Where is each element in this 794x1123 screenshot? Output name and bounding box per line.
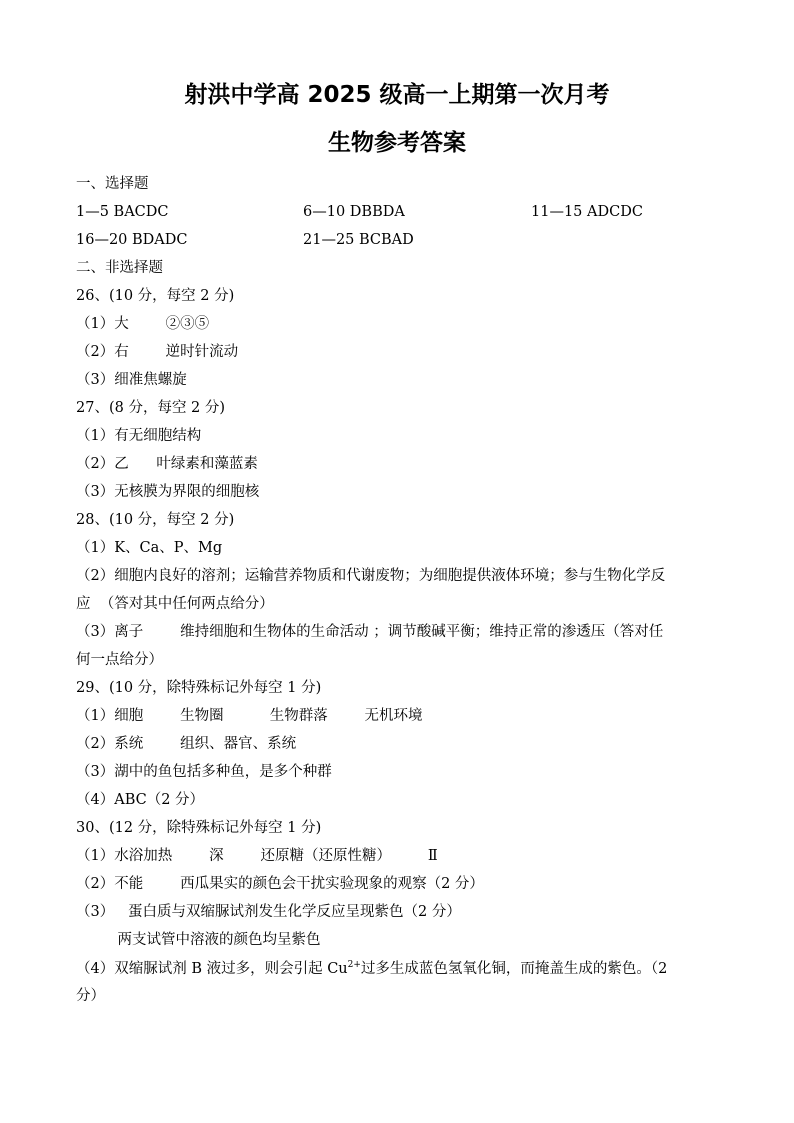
q28-answer-2-cont: 应 （答对其中任何两点给分） xyxy=(76,596,274,612)
q28-header: 28、(10 分，每空 2 分) xyxy=(76,512,235,528)
choice-answer-1-5: 1—5 BACDC xyxy=(76,204,169,220)
q30-answer-4 xyxy=(76,961,667,976)
section-heading-choice: 一、选择题 xyxy=(76,176,149,192)
q30-answer-3: （3） 蛋白质与双缩脲试剂发生化学反应呈现紫色（2 分） xyxy=(76,904,461,920)
q30-answer-1: （1）水浴加热 深 还原糖（还原性糖） Ⅱ xyxy=(76,848,438,864)
q26-header: 26、(10 分，每空 2 分) xyxy=(76,288,235,304)
q27-answer-1: （1）有无细胞结构 xyxy=(76,428,202,444)
page-subtitle: 生物参考答案 xyxy=(328,130,466,156)
choice-answer-21-25: 21—25 BCBAD xyxy=(303,232,414,248)
q29-answer-1: （1）细胞 生物圈 生物群落 无机环境 xyxy=(76,708,423,724)
q26-answer-3: （3）细准焦螺旋 xyxy=(76,372,187,388)
cu-charge-superscript: 2+ xyxy=(347,960,361,970)
q29-answer-4: （4）ABC（2 分） xyxy=(76,792,205,808)
q28-answer-1: （1）K、Ca、P、Mg xyxy=(76,540,223,556)
q30-answer-2: （2）不能 西瓜果实的颜色会干扰实验现象的观察（2 分） xyxy=(76,876,484,892)
q27-header: 27、(8 分，每空 2 分) xyxy=(76,400,226,416)
q26-answer-2: （2）右 逆时针流动 xyxy=(76,344,239,360)
q28-answer-3-cont: 何一点给分） xyxy=(76,652,163,668)
q28-answer-2: （2）细胞内良好的溶剂；运输营养物质和代谢废物；为细胞提供液体环境；参与生物化学反 xyxy=(76,568,666,584)
q29-header: 29、(10 分，除特殊标记外每空 1 分) xyxy=(76,680,322,696)
choice-answer-11-15: 11—15 ADCDC xyxy=(531,204,643,220)
q27-answer-3: （3）无核膜为界限的细胞核 xyxy=(76,484,260,500)
q27-answer-2: （2）乙 叶绿素和藻蓝素 xyxy=(76,456,258,472)
page-title: 射洪中学高 2025 级高一上期第一次月考 xyxy=(184,82,610,108)
q26-answer-1: （1）大 ②③⑤ xyxy=(76,316,210,332)
q30-header: 30、(12 分，除特殊标记外每空 1 分) xyxy=(76,820,322,836)
choice-answer-16-20: 16—20 BDADC xyxy=(76,232,188,248)
q30-answer-3-cont: 两支试管中溶液的颜色均呈紫色 xyxy=(76,932,321,948)
q30-answer-4-text-cont: 过多生成蓝色氢氧化铜，而掩盖生成的紫色。（2 xyxy=(360,960,668,977)
q30-answer-4-cont: 分） xyxy=(76,988,105,1004)
q30-answer-4-text: （4）双缩脲试剂 B 液过多，则会引起 Cu xyxy=(76,960,348,977)
section-heading-nonchoice: 二、非选择题 xyxy=(76,260,163,276)
q28-answer-3: （3）离子 维持细胞和生物体的生命活动 ；调节酸碱平衡；维持正常的渗透压（答对任 xyxy=(76,624,664,640)
q29-answer-2: （2）系统 组织、器官、系统 xyxy=(76,736,297,752)
choice-answer-6-10: 6—10 DBBDA xyxy=(303,204,405,220)
q29-answer-3: （3）湖中的鱼包括多种鱼，是多个种群 xyxy=(76,764,332,780)
